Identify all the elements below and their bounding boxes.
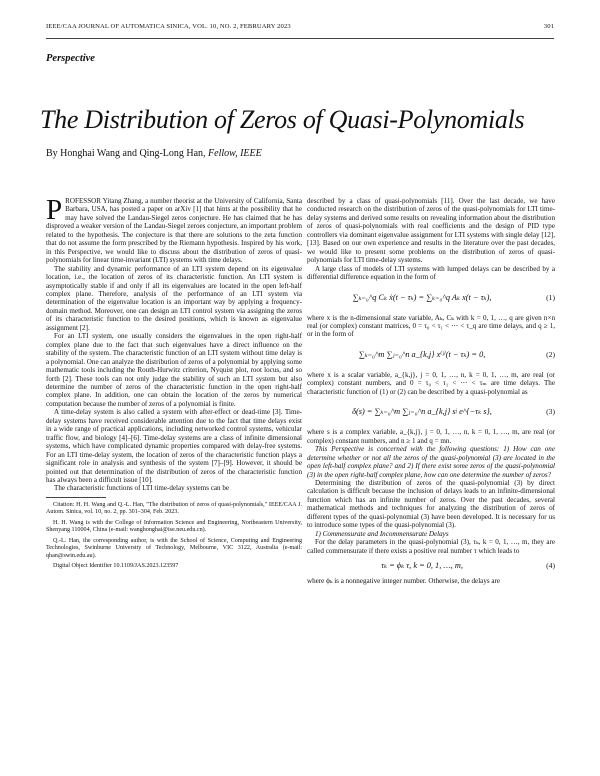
footnote-rule xyxy=(46,497,106,498)
paragraph-r7: Determining the distribution of zeros of the quasi-polynomial (3) by direct calculation is difficult because the inclusion of delays leads to an infinite-dimensional function which has an infinite number of zeros. Over the past decades, several mathematical methods and techniques for analyzing the distribution of zeros of different types of the quasi-polynomial (3) have been developed. It is necessary for us to introduce some types of the quasi-polynomial (3). xyxy=(307,478,555,530)
right-column xyxy=(307,197,555,586)
dropcap: P xyxy=(46,194,63,226)
running-header xyxy=(46,23,554,37)
equation-4 xyxy=(307,558,555,574)
footnote-doi: Digital Object Identifier 10.1109/JAS.2023.123597 xyxy=(53,563,179,570)
equation-3-number: (3) xyxy=(546,407,555,417)
journal-name: IEEE/CAA JOURNAL OF AUTOMATICA SINICA, VOL. 10, NO. 2, FEBRUARY 2023 xyxy=(46,23,291,30)
paragraph-r2: A large class of models of LTI systems with lumped delays can be described by a differential difference equation in the form of xyxy=(307,264,555,282)
equation-4-body: τₖ = ϕₖ τ, k = 0, 1, …, m, xyxy=(381,561,463,571)
footnote-citation: Citation: H. H. Wang and Q.-L. Han, "The distribution of zeros of quasi-polynomials," IEEE/CAA J. Autom. Sinica, vol. 10, no. 2, pp. 301–304, Feb. 2023. xyxy=(46,501,302,516)
left-column xyxy=(46,194,302,574)
section-label: Perspective xyxy=(46,53,95,64)
equation-3 xyxy=(307,399,555,425)
footnotes xyxy=(46,502,302,571)
paragraph-r9: where ϕₖ is a nonnegative integer number. Otherwise, the delays are xyxy=(307,577,501,586)
paragraph-r3: where x is the n-dimensional state variable, Aₖ, Cₖ with k = 0, 1, …, q are given n×n real (or complex) constant matrices, 0 = τ₀ < τ₁ < ⋯ < τ_q are time delays, and q ≥ 1, or in the form of xyxy=(307,313,555,339)
lead-word: ROFESSOR xyxy=(65,197,102,205)
paper-title: The Distribution of Zeros of Quasi-Polynomials xyxy=(40,105,525,134)
paragraph-r1: described by a class of quasi-polynomials [11]. Over the last decade, we have conducted research on the distribution of zeros of the quasi-polynomials for LTI time-delay systems and derived some results on revealing information about the distribution of zeros of quasi-polynomials with real coefficients and the design of PID type controllers via dominant eigenvalue assignment for LTI systems with single delay [12], [13]. Based on our own experience and results in the literature over the past decades, we would like to present some problems on the distribution of zeros of quasi-polynomials for LTI time-delay systems. xyxy=(307,197,555,265)
paragraph-r5: where s is a complex variable, a_{k,j}, j = 0, 1, …, n, k = 0, 1, …, m, are real (or complex) constant numbers, and n ≥ 1 and q = mn. xyxy=(307,428,555,445)
author-line xyxy=(46,148,262,159)
paragraph-r6: This Perspective is concerned with the following questions: 1) How can one determine whether or not all the zeros of the quasi-polynomial (3) are located in the open left-half complex plane? and 2) If there exist some zeros of the quasi-polynomial (3) in the open right-half complex plane, how can one determine the number of zeros? xyxy=(307,445,555,479)
subsection-heading: 1) Commensurate and Incommensurate Delays xyxy=(315,529,449,538)
paragraph-1 xyxy=(46,194,302,265)
paragraph-r8: For the delay parameters in the quasi-polynomial (3), τₖ, k = 0, 1, …, m, they are called commensurate if there exists a positive real number τ which leads to xyxy=(307,538,555,555)
author-names: By Honghai Wang and Qing-Long Han, xyxy=(46,148,206,159)
equation-3-body: δ(s) = ∑ₖ₌₀^m ∑ⱼ₌₀^n a_{k,j} sʲ e^{−τₖ s}, xyxy=(352,407,492,417)
equation-1-body: ∑ₖ₌₀^q Cₖ ẋ(t − τₖ) = ∑ₖ₌₀^q Aₖ x(t − τₖ), xyxy=(352,292,492,302)
header-rule xyxy=(46,38,554,39)
equation-1 xyxy=(307,285,555,311)
equation-2-number: (2) xyxy=(546,349,555,359)
paragraph-5: The characteristic functions of LTI time-delay systems can be xyxy=(54,484,230,493)
equation-4-number: (4) xyxy=(546,561,555,571)
paragraph-r4: where x is a scalar variable, a_{k,j}, j = 0, 1, …, n, k = 0, 1, …, m, are real (or complex) constant numbers, and 0 = τ₀ < τ₁ < ⋯ < τₘ are time delays. The characteristic function of (1) or (2) can be described by a quasi-polynomial as xyxy=(307,370,555,396)
page-number: 301 xyxy=(543,23,554,30)
author-title: Fellow, IEEE xyxy=(208,148,262,159)
paragraph-4: A time-delay system is also called a system with after-effect or dead-time [3]. Time-delay systems have received considerable attention due to the fact that time delays exist in a wide range of practical applications, including networked control systems, vehicular traffic flow, and biology [4]–[6]. Time-delay systems are a class of infinite dimensional systems, which have complicated dynamic properties compared with delay-free systems. For an LTI time-delay system, the location of zeros of the characteristic function plays a significant role in analysis and synthesis of the system [7]–[9]. However, it should be pointed out that determination of the distribution of zeros of the characteristic function has always been a difficult issue [10]. xyxy=(46,408,302,484)
paragraph-2: The stability and dynamic performance of an LTI system depend on its eigenvalue location, i.e., the location of zeros of its characteristic function. An LTI system is asymptotically stable if and only if all its eigenvalues are located in the open left-half complex plane. Therefore, analysis of the performance of an LTI system via determination of the eigenvalue location is an important way by applying a frequency-domain method. Moreover, one can design an LTI control system via assigning the zeros of its characteristic function to the desired positions, which is known as eigenvalue assignment [2]. xyxy=(46,264,302,332)
paragraph-1-text: Yitang Zhang, a number theorist at the University of California, Santa Barbara, USA, has posted a paper on arXiv [1] that hints at the possibility that he may have solved the Landau-Siegel zeros conjecture. He has claimed that he has disproved a weaker version of the Landau-Siegel zeroes conjecture, an important problem related to the hypothesis. The conjecture is that there are solutions to the zeta function that do not assume the form prescribed by the Riemann hypothesis. Inspired by his work, in this Perspective, we would like to discuss about the distribution of zeros of quasi-polynomials for linear time-invariant (LTI) systems with time delays. xyxy=(46,197,302,265)
equation-2-body: ∑ₖ₌₀^m ∑ⱼ₌₀^n a_{k,j} x⁽ʲ⁾(t − τₖ) = 0, xyxy=(358,349,486,359)
paragraph-3: For an LTI system, one usually considers the eigenvalues in the open right-half complex plane due to the fact that such eigenvalues have a direct influence on the stability of the system. The characteristic function of an LTI system without time delay is a polynomial. One can analyze the distribution of zeros of a polynomial by applying some mathematic tools including the Routh-Hurwitz criterion, Nyquist plot, root locus, and so forth [2]. These tools can not only judge the stability of such an LTI system but also determine the number of zeros of the characteristic function in the open right-half complex plane. In addition, one can obtain the location of the zeros by numerical computation because the number of zeros of a polynomial is finite. xyxy=(46,332,302,408)
footnote-author-2: Q.-L. Han, the corresponding author, is with the School of Science, Computing and Engineering Technologies, Swinburne University of Technology, Melbourne, VIC 3122, Australia (e-mail: qhan@swin.edu.au). xyxy=(46,537,302,559)
footnote-author-1: H. H. Wang is with the College of Information Science and Engineering, Northeastern University, Shenyang 110004, China (e-mail: wanghonghai@ise.neu.edu.cn). xyxy=(46,519,302,534)
equation-1-number: (1) xyxy=(546,292,555,302)
equation-2 xyxy=(307,342,555,368)
